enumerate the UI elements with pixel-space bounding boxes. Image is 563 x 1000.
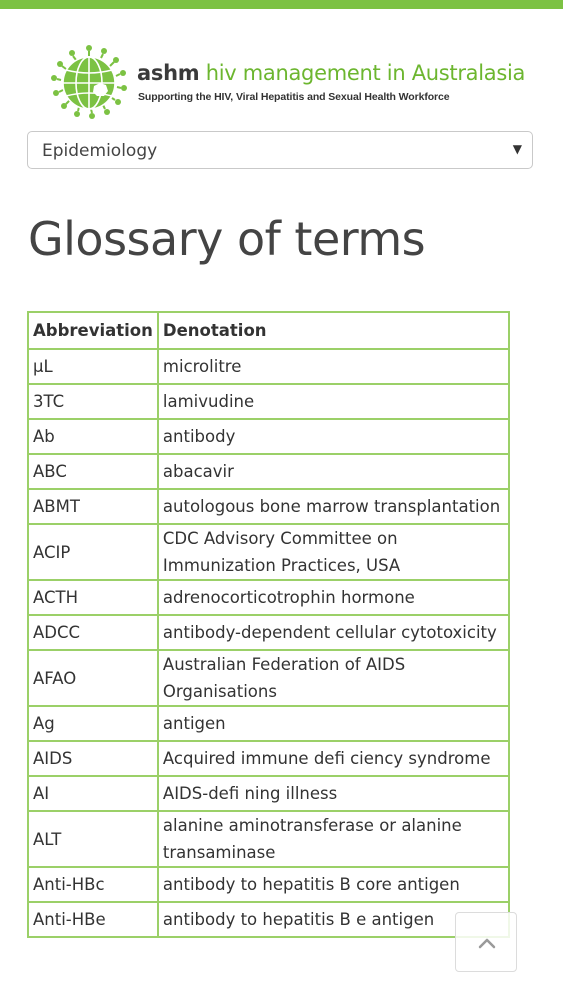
denotation-cell: autologous bone marrow transplantation xyxy=(158,489,509,524)
page-title: Glossary of terms xyxy=(28,212,426,266)
abbreviation-cell: 3TC xyxy=(28,384,158,419)
denotation-cell: antibody xyxy=(158,419,509,454)
table-row xyxy=(28,349,509,384)
glossary-table xyxy=(27,311,510,938)
table-header-row xyxy=(28,312,509,349)
denotation-cell: antibody to hepatitis B e antigen xyxy=(158,902,509,937)
table-row xyxy=(28,489,509,524)
scroll-to-top-button[interactable] xyxy=(455,912,517,972)
abbreviation-cell: ALT xyxy=(28,811,158,867)
denotation-cell: AIDS-defi ning illness xyxy=(158,776,509,811)
table-row xyxy=(28,650,509,706)
globe-logo-icon xyxy=(46,42,132,122)
site-logo[interactable] xyxy=(46,42,536,122)
denotation-cell: antigen xyxy=(158,706,509,741)
table-row xyxy=(28,811,509,867)
denotation-cell: lamivudine xyxy=(158,384,509,419)
table-row xyxy=(28,776,509,811)
denotation-cell: Acquired immune defi ciency syndrome xyxy=(158,741,509,776)
table-row xyxy=(28,867,509,902)
denotation-cell: alanine aminotransferase or alanine transaminase xyxy=(158,811,509,867)
abbreviation-cell: Ag xyxy=(28,706,158,741)
abbreviation-cell: ACTH xyxy=(28,580,158,615)
column-header-abbreviation: Abbreviation xyxy=(28,312,158,349)
site-tagline: Supporting the HIV, Viral Hepatitis and Sexual Health Workforce xyxy=(138,91,450,103)
table-row xyxy=(28,419,509,454)
denotation-cell: microlitre xyxy=(158,349,509,384)
brand-name: ashm xyxy=(137,61,200,85)
denotation-cell: Australian Federation of AIDS Organisations xyxy=(158,650,509,706)
denotation-cell: antibody-dependent cellular cytotoxicity xyxy=(158,615,509,650)
denotation-cell: adrenocorticotrophin hormone xyxy=(158,580,509,615)
abbreviation-cell: ACIP xyxy=(28,524,158,580)
table-row xyxy=(28,706,509,741)
top-accent-bar xyxy=(0,0,563,9)
abbreviation-cell: AFAO xyxy=(28,650,158,706)
section-select-value: Epidemiology xyxy=(42,141,158,161)
abbreviation-cell: ABC xyxy=(28,454,158,489)
site-title xyxy=(137,60,525,86)
abbreviation-cell: ADCC xyxy=(28,615,158,650)
table-row xyxy=(28,580,509,615)
denotation-cell: abacavir xyxy=(158,454,509,489)
caret-down-icon: ▼ xyxy=(512,142,522,156)
table-row xyxy=(28,615,509,650)
abbreviation-cell: AIDS xyxy=(28,741,158,776)
table-row xyxy=(28,902,509,937)
denotation-cell: antibody to hepatitis B core antigen xyxy=(158,867,509,902)
abbreviation-cell: AI xyxy=(28,776,158,811)
column-header-denotation: Denotation xyxy=(158,312,509,349)
denotation-cell: CDC Advisory Committee on Immunization Practices, USA xyxy=(158,524,509,580)
chevron-up-icon xyxy=(478,937,496,949)
section-select[interactable] xyxy=(27,131,533,169)
abbreviation-cell: µL xyxy=(28,349,158,384)
table-row xyxy=(28,454,509,489)
abbreviation-cell: Anti-HBe xyxy=(28,902,158,937)
table-row xyxy=(28,384,509,419)
abbreviation-cell: Anti-HBc xyxy=(28,867,158,902)
abbreviation-cell: Ab xyxy=(28,419,158,454)
abbreviation-cell: ABMT xyxy=(28,489,158,524)
table-row xyxy=(28,524,509,580)
site-title-rest: hiv management in Australasia xyxy=(199,61,526,85)
table-row xyxy=(28,741,509,776)
